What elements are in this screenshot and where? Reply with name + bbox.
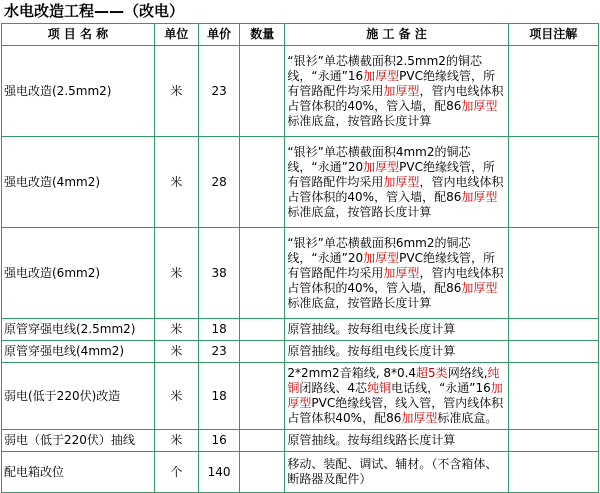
cell-unit: 米 bbox=[154, 137, 198, 228]
cell-remark: 原管抽线。按每组电线长度计算 bbox=[285, 341, 508, 363]
column-header-note: 项目注解 bbox=[508, 24, 598, 46]
cell-note bbox=[508, 228, 598, 319]
table-row bbox=[2, 363, 599, 430]
table-row bbox=[2, 341, 599, 363]
cell-item-name: 原管穿强电线(4mm2) bbox=[2, 341, 155, 363]
cell-remark: 原管抽线。按每组电线长度计算 bbox=[285, 319, 508, 341]
cell-note bbox=[508, 430, 598, 452]
cell-remark: “银衫”单芯横截面积4mm2的铜芯线，“永通”20加厚型PVC绝缘线管，所有管路配件均采用加厚型，管内电线体积占管体积的40%，管入墙，配86加厚型标准底盒，按管路长度计算 bbox=[285, 137, 508, 228]
table-row bbox=[2, 452, 599, 493]
column-header-unit: 单位 bbox=[154, 24, 198, 46]
cell-unit-price: 16 bbox=[198, 430, 239, 452]
column-header-remark: 施 工 备 注 bbox=[285, 24, 508, 46]
cell-quantity bbox=[240, 137, 285, 228]
cell-remark: 原管抽线。按每组线路长度计算 bbox=[285, 430, 508, 452]
cell-quantity bbox=[240, 46, 285, 137]
cell-item-name: 强电改造(2.5mm2) bbox=[2, 46, 155, 137]
cell-unit-price: 18 bbox=[198, 363, 239, 430]
cell-item-name: 原管穿强电线(2.5mm2) bbox=[2, 319, 155, 341]
cell-unit: 米 bbox=[154, 228, 198, 319]
cell-unit: 米 bbox=[154, 341, 198, 363]
cell-remark: 移动、装配、调试、辅材。（不含箱体、断路器及配件） bbox=[285, 452, 508, 493]
cell-item-name: 配电箱改位 bbox=[2, 452, 155, 493]
cell-unit: 米 bbox=[154, 46, 198, 137]
cell-unit-price: 18 bbox=[198, 319, 239, 341]
cell-unit-price: 23 bbox=[198, 341, 239, 363]
table-row bbox=[2, 228, 599, 319]
cell-quantity bbox=[240, 319, 285, 341]
cell-note bbox=[508, 46, 598, 137]
pricing-table bbox=[1, 23, 599, 493]
table-row bbox=[2, 137, 599, 228]
cell-quantity bbox=[240, 228, 285, 319]
table-row bbox=[2, 430, 599, 452]
cell-note bbox=[508, 137, 598, 228]
table-header-row bbox=[2, 24, 599, 46]
cell-note bbox=[508, 341, 598, 363]
cell-unit: 米 bbox=[154, 363, 198, 430]
table-body bbox=[2, 46, 599, 493]
cell-note bbox=[508, 363, 598, 430]
column-header-name: 项 目 名 称 bbox=[2, 24, 155, 46]
cell-note bbox=[508, 452, 598, 493]
cell-unit-price: 140 bbox=[198, 452, 239, 493]
cell-note bbox=[508, 319, 598, 341]
cell-item-name: 弱电(低于220伏)改造 bbox=[2, 363, 155, 430]
column-header-quantity: 数量 bbox=[240, 24, 285, 46]
cell-remark: “银衫”单芯横截面积6mm2的铜芯线，“永通”20加厚型PVC绝缘线管，所有管路配件均采用加厚型，管内电线体积占管体积的40%，管入墙，配86加厚型标准底盒，按管路长度计算 bbox=[285, 228, 508, 319]
cell-unit-price: 28 bbox=[198, 137, 239, 228]
cell-remark: 2*2mm2音箱线, 8*0.4超5类网络线,纯铜闭路线、4芯纯铜电话线，“永通”16加厚型PVC绝缘线管，线入管，管内线体积占管体积40%，配86加厚型标准底盒。 bbox=[285, 363, 508, 430]
cell-quantity bbox=[240, 363, 285, 430]
column-header-price: 单价 bbox=[198, 24, 239, 46]
cell-item-name: 强电改造(4mm2) bbox=[2, 137, 155, 228]
cell-remark: “银衫”单芯横截面积2.5mm2的铜芯线，“永通”16加厚型PVC绝缘线管，所有管路配件均采用加厚型，管内电线体积占管体积的40%，管入墙，配86加厚型标准底盒，按管路长度计算 bbox=[285, 46, 508, 137]
cell-unit-price: 38 bbox=[198, 228, 239, 319]
cell-unit-price: 23 bbox=[198, 46, 239, 137]
cell-unit: 个 bbox=[154, 452, 198, 493]
cell-unit: 米 bbox=[154, 319, 198, 341]
cell-quantity bbox=[240, 341, 285, 363]
cell-quantity bbox=[240, 430, 285, 452]
page-title: 水电改造工程——（改电） bbox=[4, 2, 185, 20]
table-row bbox=[2, 46, 599, 137]
cell-unit: 米 bbox=[154, 430, 198, 452]
cell-item-name: 弱电（低于220伏）抽线 bbox=[2, 430, 155, 452]
cell-item-name: 强电改造(6mm2) bbox=[2, 228, 155, 319]
cell-quantity bbox=[240, 452, 285, 493]
table-row bbox=[2, 319, 599, 341]
